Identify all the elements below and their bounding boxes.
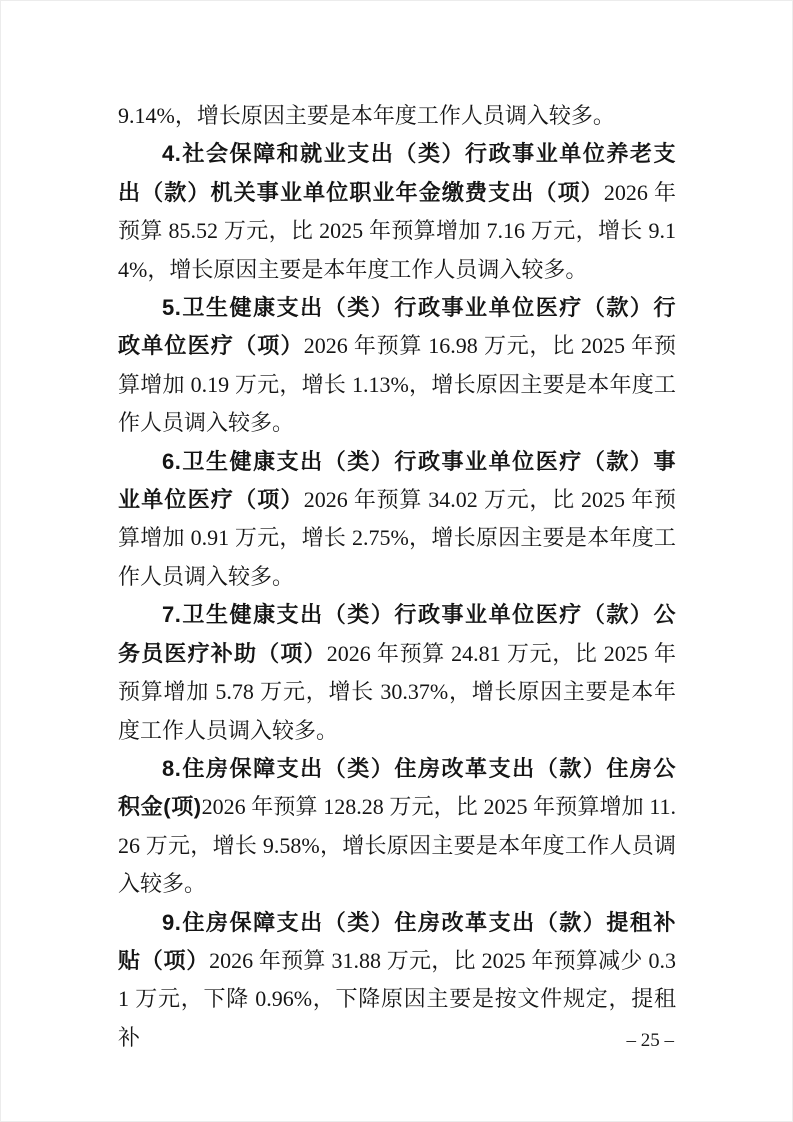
item-5-heading: 5.卫生健康支出（类）行政事业单位医疗（款）行政单位医疗（项） (118, 295, 676, 359)
item-6-heading: 6.卫生健康支出（类）行政事业单位医疗（款）事业单位医疗（项） (118, 448, 676, 513)
paragraph-continuation: 9.14%，增长原因主要是本年度工作人员调入较多。 (118, 103, 615, 128)
item-6-body: 2026 年预算 34.02 万元，比 2025 年预算增加 0.91 万元，增长 2.75%，增长原因主要是本年度工作人员调入较多。 (118, 487, 676, 589)
item-5-body: 2026 年预算 16.98 万元，比 2025 年预算增加 0.19 万元，增长 1.13%，增长原因主要是本年度工作人员调入较多。 (118, 333, 676, 436)
budget-item-paragraph-4 (118, 135, 676, 289)
budget-item-paragraph-7 (118, 596, 676, 750)
item-9-heading: 9.住房保障支出（类）住房改革支出（款）提租补贴（项） (118, 909, 676, 973)
budget-item-paragraph-8 (118, 750, 676, 904)
budget-item-paragraph-6 (118, 443, 676, 597)
item-8-heading: 8.住房保障支出（类）住房改革支出（款）住房公积金(项) (118, 755, 676, 820)
item-4-heading: 4.社会保障和就业支出（类）行政事业单位养老支出（款）机关事业单位职业年金缴费支出（项） (118, 141, 676, 205)
item-4-body: 2026 年预算 85.52 万元，比 2025 年预算增加 7.16 万元，增长 9.14%，增长原因主要是本年度工作人员调入较多。 (118, 179, 676, 282)
item-8-body: 2026 年预算 128.28 万元，比 2025 年预算增加 11.26 万元，增长 9.58%，增长原因主要是本年度工作人员调入较多。 (118, 794, 676, 897)
page-number: – 25 – (626, 1030, 674, 1051)
item-7-heading: 7.卫生健康支出（类）行政事业单位医疗（款）公务员医疗补助（项） (118, 602, 676, 666)
budget-item-paragraph-9 (118, 904, 676, 1058)
budget-item-paragraph-5 (118, 289, 676, 443)
item-9-body: 2026 年预算 31.88 万元，比 2025 年预算减少 0.31 万元，下降 0.96%，下降原因主要是按文件规定，提租补 (118, 947, 676, 1050)
document-body (118, 97, 676, 1057)
item-7-body: 2026 年预算 24.81 万元，比 2025 年预算增加 5.78 万元，增长 30.37%，增长原因主要是本年度工作人员调入较多。 (118, 640, 676, 743)
